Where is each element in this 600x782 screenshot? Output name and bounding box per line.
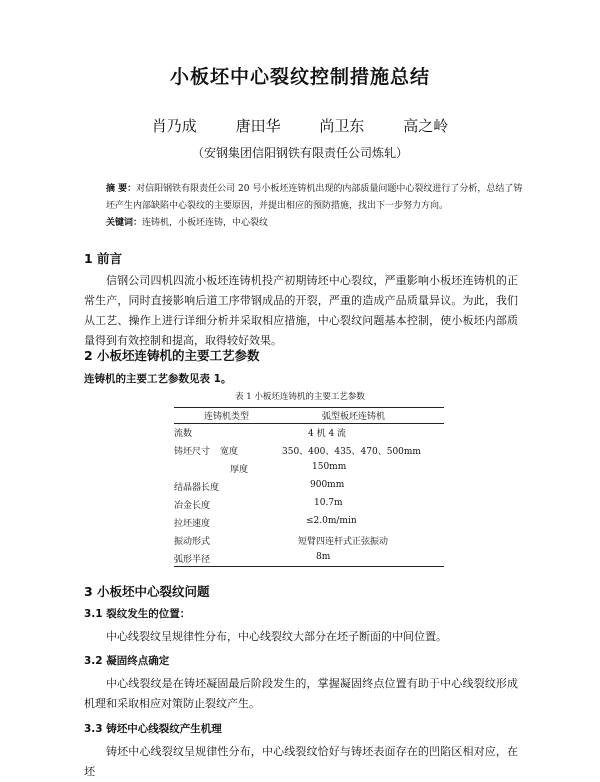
subsection-heading: 3.1 裂纹发生的位置： bbox=[84, 608, 191, 620]
section-heading: 3 小板坯中心裂纹问题 bbox=[84, 584, 210, 599]
subsection-paragraph: 中心线裂纹是在铸坯凝固最后阶段发生的，掌握凝固终点位置有助于中心线裂纹形成机理和采取相应对策防止裂纹产生。 bbox=[84, 677, 518, 710]
table-header-cell: 连铸机类型 bbox=[204, 412, 250, 422]
author-list bbox=[0, 115, 600, 136]
abstract-text: 对信阳钢铁有限责任公司 20 号小板坯连铸机出现的内部质量问题中心裂纹进行了分析，总结了铸坯产生内部缺陷中心裂纹的主要原因，并提出相应的预防措施，找出下一步努力方向。 bbox=[106, 184, 523, 211]
table-row-value: 4 机 4 流 bbox=[308, 429, 347, 439]
table-row-value: 350、400、435、470、500mm bbox=[282, 447, 421, 457]
table-row-label: 振动形式 bbox=[174, 537, 211, 547]
table-row-value: 900mm bbox=[310, 480, 345, 490]
keywords-line bbox=[106, 215, 526, 232]
table-bottom-rule bbox=[174, 566, 444, 567]
subsection-paragraph: 中心线裂纹呈规律性分布，中心线裂纹大部分在坯子断面的中间位置。 bbox=[106, 630, 447, 643]
abstract-block bbox=[106, 181, 526, 232]
table-caption: 表 1 小板坯连铸机的主要工艺参数 bbox=[235, 392, 365, 402]
author-name: 唐田华 bbox=[235, 117, 281, 135]
table-header-cell: 弧型板坯连铸机 bbox=[322, 412, 386, 422]
keywords-text: 连铸机，小板坯连铸，中心裂纹 bbox=[142, 218, 269, 228]
table-row-label: 冶金长度 bbox=[174, 501, 211, 511]
table-row-value: ≤2.0m/min bbox=[306, 516, 357, 526]
section-heading: 1 前言 bbox=[84, 251, 123, 266]
table-row-value: 150mm bbox=[312, 462, 347, 472]
author-name: 尚卫东 bbox=[319, 117, 365, 135]
section-paragraph: 信钢公司四机四流小板坯连铸机投产初期铸坯中心裂纹，严重影响小板坯连铸机的正常生产，同时直接影响后道工序带钢成品的开裂，严重的造成产品质量异议。为此，我们从工艺、操作上进行详细分析并采取相应措施，中心裂纹问题基本控制，使小板坯内部质量得到有效控制和提高，取得较好效果。 bbox=[84, 274, 518, 347]
abstract-label: 摘 要： bbox=[106, 184, 137, 194]
table-row-sublabel: 宽度 bbox=[220, 447, 239, 457]
affiliation: （安钢集团信阳钢铁有限责任公司炼轧） bbox=[191, 146, 408, 160]
table-intro: 连铸机的主要工艺参数见表 1。 bbox=[84, 373, 232, 385]
table-row-value: 10.7m bbox=[314, 498, 343, 508]
keywords-label: 关键词： bbox=[106, 218, 143, 228]
table-row-label: 结晶器长度 bbox=[174, 483, 220, 493]
section-heading: 2 小板坯连铸机的主要工艺参数 bbox=[84, 348, 260, 363]
table-row-label: 拉坯速度 bbox=[174, 519, 211, 529]
table-row-label: 流数 bbox=[174, 429, 193, 439]
subsection-paragraph: 铸坯中心线裂纹呈规律性分布，中心线裂纹恰好与铸坯表面存在的凹陷区相对应，在坯 bbox=[84, 745, 518, 778]
table-row-value: 8m bbox=[316, 552, 331, 562]
author-name: 肖乃成 bbox=[151, 117, 197, 135]
subsection-heading: 3.3 铸坯中心线裂纹产生机理 bbox=[84, 723, 222, 735]
table-top-rule bbox=[174, 407, 444, 408]
table-row-label: 弧形半径 bbox=[174, 555, 211, 565]
table-header-rule bbox=[174, 423, 444, 424]
abstract-body bbox=[106, 181, 526, 215]
paper-title: 小板坯中心裂纹控制措施总结 bbox=[169, 66, 430, 88]
table-row-sublabel: 厚度 bbox=[230, 465, 249, 475]
author-name: 高之岭 bbox=[403, 117, 449, 135]
table-row-value: 短臂四连杆式正弦振动 bbox=[298, 537, 389, 547]
subsection-heading: 3.2 凝固终点确定 bbox=[84, 655, 170, 667]
table-row-label: 铸坯尺寸 bbox=[174, 447, 211, 457]
